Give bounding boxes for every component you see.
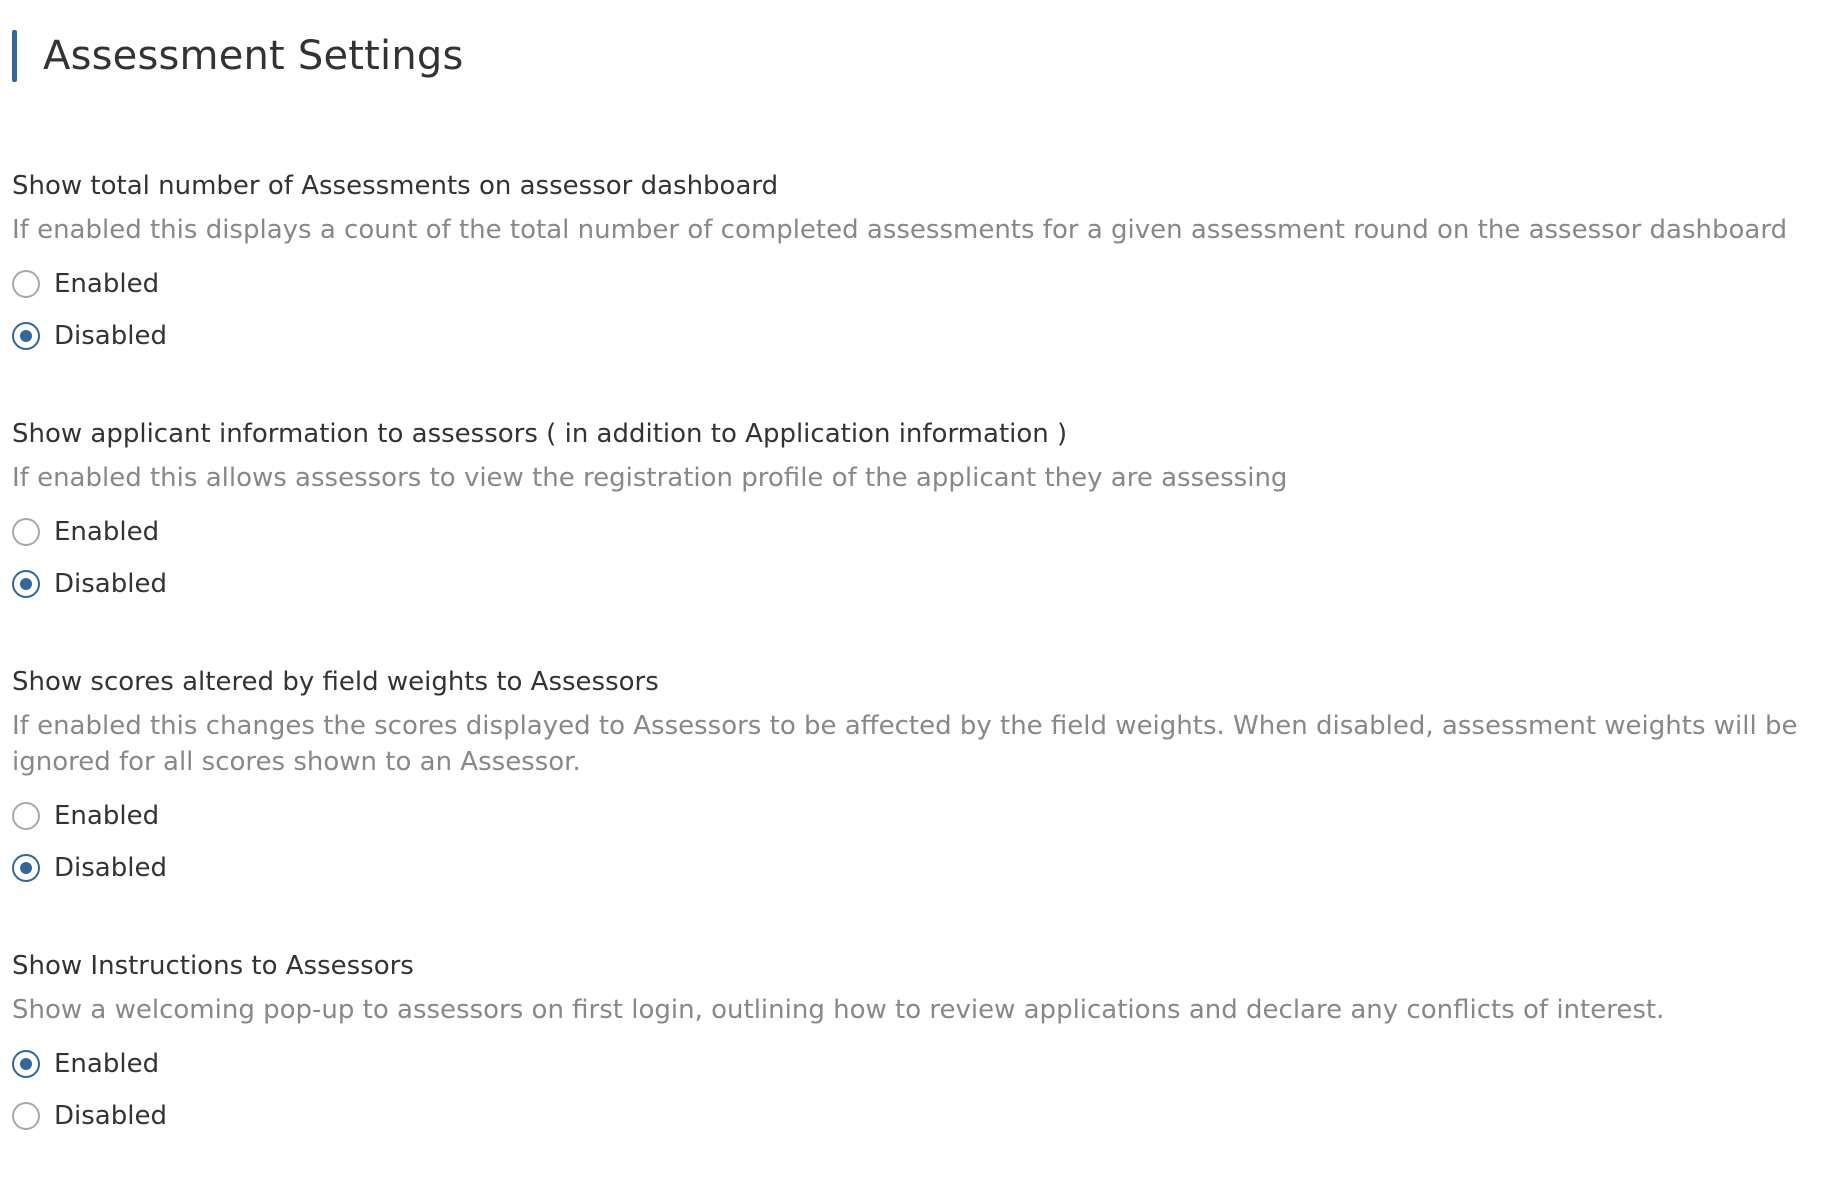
radio-group	[12, 258, 1832, 362]
radio-button[interactable]	[12, 570, 40, 598]
radio-button[interactable]	[12, 1102, 40, 1130]
radio-group	[12, 1038, 1832, 1142]
option-enabled[interactable]	[12, 258, 1832, 310]
radio-button[interactable]	[12, 518, 40, 546]
radio-button[interactable]	[12, 322, 40, 350]
option-label[interactable]: Disabled	[54, 569, 167, 599]
setting-title: Show applicant information to assessors ( in addition to Application information )	[12, 419, 1068, 449]
option-disabled[interactable]	[12, 310, 1832, 362]
radio-group	[12, 506, 1832, 610]
option-label[interactable]: Enabled	[54, 1049, 160, 1079]
option-enabled[interactable]	[12, 506, 1832, 558]
option-label[interactable]: Enabled	[54, 801, 160, 831]
radio-button[interactable]	[12, 270, 40, 298]
setting-show-total-assessments	[12, 170, 1832, 362]
radio-button[interactable]	[12, 802, 40, 830]
setting-description: Show a welcoming pop-up to assessors on first login, outlining how to review applications and declare any conflicts of interest.	[12, 995, 1665, 1025]
setting-description: If enabled this allows assessors to view the registration profile of the applicant they are assessing	[12, 463, 1288, 493]
setting-show-applicant-info	[12, 418, 1832, 610]
page-header	[12, 30, 464, 82]
option-disabled[interactable]	[12, 558, 1832, 610]
setting-show-weighted-scores	[12, 666, 1832, 894]
option-label[interactable]: Disabled	[54, 321, 167, 351]
option-label[interactable]: Enabled	[54, 269, 160, 299]
option-enabled[interactable]	[12, 1038, 1832, 1090]
settings-list	[12, 170, 1832, 1142]
radio-group	[12, 790, 1832, 894]
setting-title: Show Instructions to Assessors	[12, 951, 414, 981]
setting-show-instructions	[12, 950, 1832, 1142]
setting-title: Show total number of Assessments on assessor dashboard	[12, 171, 779, 201]
option-label[interactable]: Disabled	[54, 1101, 167, 1131]
header-accent-bar	[12, 30, 17, 82]
option-disabled[interactable]	[12, 1090, 1832, 1142]
setting-title: Show scores altered by field weights to Assessors	[12, 667, 659, 697]
setting-description: If enabled this changes the scores displayed to Assessors to be affected by the field weights. When disabled, assessment weights will be ignored for all scores shown to an Assessor.	[12, 711, 1798, 777]
option-disabled[interactable]	[12, 842, 1832, 894]
radio-button[interactable]	[12, 1050, 40, 1078]
option-label[interactable]: Disabled	[54, 853, 167, 883]
radio-button[interactable]	[12, 854, 40, 882]
setting-description: If enabled this displays a count of the total number of completed assessments for a given assessment round on the assessor dashboard	[12, 215, 1788, 245]
option-enabled[interactable]	[12, 790, 1832, 842]
option-label[interactable]: Enabled	[54, 517, 160, 547]
page-title: Assessment Settings	[43, 33, 464, 79]
